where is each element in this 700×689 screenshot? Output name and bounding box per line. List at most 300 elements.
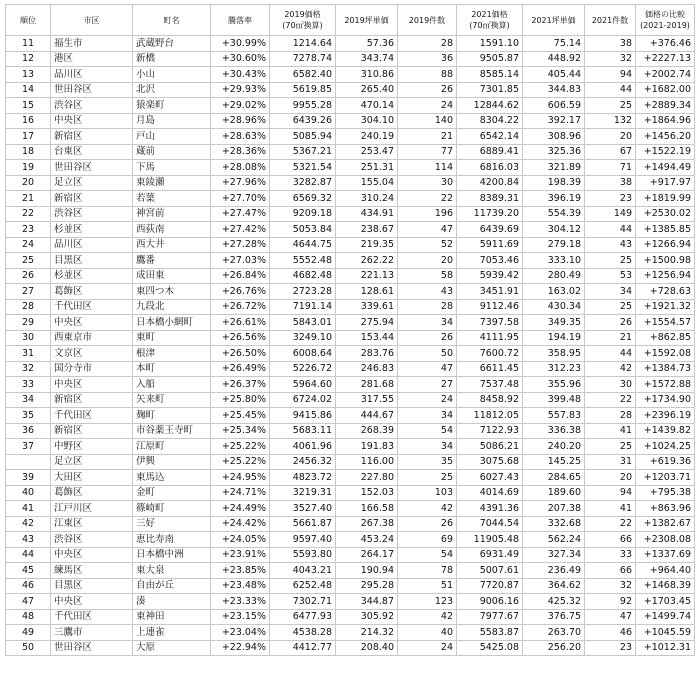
cell-price-2021: 4014.69 (457, 485, 523, 501)
cell-rank: 36 (6, 423, 51, 439)
cell-city: 千代田区 (51, 408, 133, 424)
cell-change-rate: +28.63% (211, 129, 270, 145)
cell-tsubo-price-2019: 310.86 (336, 67, 398, 83)
cell-tsubo-price-2019: 219.35 (336, 237, 398, 253)
cell-tsubo-price-2021: 405.44 (523, 67, 585, 83)
table-row (6, 268, 695, 284)
cell-count-2019: 54 (398, 547, 457, 563)
cell-tsubo-price-2019: 221.13 (336, 268, 398, 284)
cell-rank: 21 (6, 191, 51, 207)
cell-price-2019: 9955.28 (270, 98, 336, 114)
table-row (6, 377, 695, 393)
cell-rank: 15 (6, 98, 51, 114)
cell-rank: 23 (6, 222, 51, 238)
cell-tsubo-price-2019: 275.94 (336, 315, 398, 331)
cell-rank: 44 (6, 547, 51, 563)
cell-price-2019: 5367.21 (270, 144, 336, 160)
cell-rank: 46 (6, 578, 51, 594)
cell-count-2021: 41 (585, 501, 636, 517)
cell-change-rate: +25.22% (211, 439, 270, 455)
cell-price-diff: +376.46 (636, 36, 695, 52)
cell-tsubo-price-2019: 166.58 (336, 501, 398, 517)
cell-count-2019: 28 (398, 299, 457, 315)
cell-rank: 16 (6, 113, 51, 129)
cell-price-2021: 11739.20 (457, 206, 523, 222)
cell-change-rate: +24.95% (211, 470, 270, 486)
cell-price-2019: 5321.54 (270, 160, 336, 176)
cell-count-2019: 114 (398, 160, 457, 176)
table-row (6, 470, 695, 486)
cell-town: 東神田 (133, 609, 211, 625)
cell-price-2019: 6724.02 (270, 392, 336, 408)
cell-count-2021: 44 (585, 222, 636, 238)
cell-town: 小山 (133, 67, 211, 83)
table-row (6, 67, 695, 83)
cell-city: 西東京市 (51, 330, 133, 346)
cell-price-diff: +1554.57 (636, 315, 695, 331)
cell-price-2021: 7977.67 (457, 609, 523, 625)
cell-tsubo-price-2021: 327.34 (523, 547, 585, 563)
cell-price-2019: 4823.72 (270, 470, 336, 486)
cell-tsubo-price-2021: 198.39 (523, 175, 585, 191)
cell-town: 伊興 (133, 454, 211, 470)
cell-tsubo-price-2019: 190.94 (336, 563, 398, 579)
table-row (6, 222, 695, 238)
cell-rank: 37 (6, 439, 51, 455)
cell-price-2019: 1214.64 (270, 36, 336, 52)
table-row (6, 144, 695, 160)
cell-price-diff: +917.97 (636, 175, 695, 191)
cell-change-rate: +23.91% (211, 547, 270, 563)
cell-rank (6, 454, 51, 470)
cell-tsubo-price-2019: 444.67 (336, 408, 398, 424)
cell-count-2021: 20 (585, 470, 636, 486)
cell-count-2021: 44 (585, 346, 636, 362)
cell-town: 麹町 (133, 408, 211, 424)
cell-price-2021: 7053.46 (457, 253, 523, 269)
cell-tsubo-price-2021: 364.62 (523, 578, 585, 594)
cell-count-2019: 88 (398, 67, 457, 83)
cell-city: 練馬区 (51, 563, 133, 579)
cell-tsubo-price-2019: 246.83 (336, 361, 398, 377)
cell-tsubo-price-2021: 145.25 (523, 454, 585, 470)
cell-town: 西荻南 (133, 222, 211, 238)
cell-price-diff: +863.96 (636, 501, 695, 517)
cell-price-2019: 4682.48 (270, 268, 336, 284)
table-row (6, 485, 695, 501)
cell-tsubo-price-2019: 283.76 (336, 346, 398, 362)
cell-count-2019: 40 (398, 625, 457, 641)
cell-count-2019: 43 (398, 284, 457, 300)
cell-count-2019: 22 (398, 191, 457, 207)
cell-price-2019: 4644.75 (270, 237, 336, 253)
cell-price-diff: +1045.59 (636, 625, 695, 641)
cell-count-2021: 31 (585, 454, 636, 470)
cell-city: 新宿区 (51, 392, 133, 408)
cell-count-2021: 47 (585, 609, 636, 625)
cell-rank: 29 (6, 315, 51, 331)
cell-rank: 33 (6, 377, 51, 393)
table-row (6, 284, 695, 300)
cell-tsubo-price-2019: 295.28 (336, 578, 398, 594)
cell-change-rate: +26.49% (211, 361, 270, 377)
cell-tsubo-price-2021: 392.17 (523, 113, 585, 129)
cell-rank: 13 (6, 67, 51, 83)
cell-rank: 39 (6, 470, 51, 486)
cell-rank: 30 (6, 330, 51, 346)
cell-tsubo-price-2019: 128.61 (336, 284, 398, 300)
cell-town: 猿楽町 (133, 98, 211, 114)
cell-count-2019: 24 (398, 640, 457, 656)
cell-city: 渋谷区 (51, 532, 133, 548)
cell-tsubo-price-2021: 396.19 (523, 191, 585, 207)
cell-price-2021: 7600.72 (457, 346, 523, 362)
cell-tsubo-price-2019: 453.24 (336, 532, 398, 548)
cell-price-2021: 3075.68 (457, 454, 523, 470)
cell-price-diff: +619.36 (636, 454, 695, 470)
cell-count-2021: 44 (585, 82, 636, 98)
cell-count-2021: 32 (585, 51, 636, 67)
cell-price-2019: 9209.18 (270, 206, 336, 222)
table-row (6, 439, 695, 455)
cell-tsubo-price-2021: 207.38 (523, 501, 585, 517)
cell-price-2019: 4061.96 (270, 439, 336, 455)
cell-count-2019: 26 (398, 82, 457, 98)
cell-count-2019: 52 (398, 237, 457, 253)
cell-change-rate: +25.22% (211, 454, 270, 470)
cell-city: 中央区 (51, 594, 133, 610)
cell-tsubo-price-2019: 310.24 (336, 191, 398, 207)
cell-price-diff: +1382.67 (636, 516, 695, 532)
cell-count-2019: 58 (398, 268, 457, 284)
cell-tsubo-price-2021: 240.20 (523, 439, 585, 455)
cell-tsubo-price-2019: 470.14 (336, 98, 398, 114)
cell-change-rate: +22.94% (211, 640, 270, 656)
cell-price-diff: +1456.20 (636, 129, 695, 145)
cell-rank: 35 (6, 408, 51, 424)
cell-count-2019: 34 (398, 408, 457, 424)
cell-price-diff: +1864.96 (636, 113, 695, 129)
cell-price-2021: 9112.46 (457, 299, 523, 315)
cell-city: 中央区 (51, 113, 133, 129)
cell-city: 杉並区 (51, 268, 133, 284)
cell-tsubo-price-2021: 194.19 (523, 330, 585, 346)
cell-city: 江東区 (51, 516, 133, 532)
cell-price-2019: 6008.64 (270, 346, 336, 362)
header-tsubo-price-2021: 2021坪単価 (523, 5, 585, 36)
cell-town: 月島 (133, 113, 211, 129)
cell-price-2019: 2723.28 (270, 284, 336, 300)
cell-tsubo-price-2021: 333.10 (523, 253, 585, 269)
cell-city: 足立区 (51, 175, 133, 191)
cell-price-diff: +1522.19 (636, 144, 695, 160)
cell-count-2021: 32 (585, 578, 636, 594)
cell-change-rate: +28.36% (211, 144, 270, 160)
header-price-2021: 2021価格 (70㎡換算) (457, 5, 523, 36)
cell-change-rate: +24.49% (211, 501, 270, 517)
cell-tsubo-price-2021: 163.02 (523, 284, 585, 300)
cell-price-2021: 6439.69 (457, 222, 523, 238)
table-row (6, 547, 695, 563)
cell-rank: 48 (6, 609, 51, 625)
cell-town: 若葉 (133, 191, 211, 207)
cell-count-2021: 66 (585, 532, 636, 548)
cell-change-rate: +27.70% (211, 191, 270, 207)
cell-count-2021: 42 (585, 361, 636, 377)
cell-tsubo-price-2021: 308.96 (523, 129, 585, 145)
table-row (6, 361, 695, 377)
cell-price-diff: +2396.19 (636, 408, 695, 424)
cell-tsubo-price-2021: 355.96 (523, 377, 585, 393)
cell-price-2019: 5226.72 (270, 361, 336, 377)
cell-price-2019: 6569.32 (270, 191, 336, 207)
header-change-rate: 騰落率 (211, 5, 270, 36)
cell-price-2019: 5964.60 (270, 377, 336, 393)
cell-rank: 41 (6, 501, 51, 517)
cell-tsubo-price-2021: 284.65 (523, 470, 585, 486)
cell-price-2019: 3219.31 (270, 485, 336, 501)
cell-tsubo-price-2019: 238.67 (336, 222, 398, 238)
cell-price-2021: 6889.41 (457, 144, 523, 160)
cell-change-rate: +23.33% (211, 594, 270, 610)
header-town: 町名 (133, 5, 211, 36)
cell-price-2021: 4111.95 (457, 330, 523, 346)
cell-change-rate: +23.48% (211, 578, 270, 594)
cell-tsubo-price-2021: 606.59 (523, 98, 585, 114)
cell-change-rate: +26.61% (211, 315, 270, 331)
cell-tsubo-price-2019: 253.47 (336, 144, 398, 160)
cell-count-2021: 23 (585, 191, 636, 207)
cell-tsubo-price-2019: 317.55 (336, 392, 398, 408)
cell-city: 三鷹市 (51, 625, 133, 641)
cell-town: 下馬 (133, 160, 211, 176)
cell-price-2021: 9006.16 (457, 594, 523, 610)
cell-price-2021: 3451.91 (457, 284, 523, 300)
cell-price-2019: 6582.40 (270, 67, 336, 83)
cell-count-2021: 30 (585, 377, 636, 393)
cell-town: 江原町 (133, 439, 211, 455)
cell-count-2019: 77 (398, 144, 457, 160)
cell-price-2021: 4200.84 (457, 175, 523, 191)
cell-change-rate: +28.08% (211, 160, 270, 176)
table-row (6, 315, 695, 331)
cell-price-2019: 5843.01 (270, 315, 336, 331)
cell-price-2021: 5911.69 (457, 237, 523, 253)
cell-city: 江戸川区 (51, 501, 133, 517)
cell-count-2021: 132 (585, 113, 636, 129)
cell-price-2021: 7301.85 (457, 82, 523, 98)
cell-tsubo-price-2019: 262.22 (336, 253, 398, 269)
table-row (6, 82, 695, 98)
cell-price-2019: 5053.84 (270, 222, 336, 238)
cell-count-2021: 94 (585, 485, 636, 501)
cell-count-2019: 47 (398, 361, 457, 377)
cell-tsubo-price-2019: 208.40 (336, 640, 398, 656)
cell-price-2019: 3282.87 (270, 175, 336, 191)
cell-count-2021: 94 (585, 67, 636, 83)
cell-count-2019: 140 (398, 113, 457, 129)
cell-city: 目黒区 (51, 253, 133, 269)
cell-town: 新橋 (133, 51, 211, 67)
cell-count-2019: 47 (398, 222, 457, 238)
cell-tsubo-price-2021: 312.23 (523, 361, 585, 377)
cell-price-2021: 7122.93 (457, 423, 523, 439)
cell-count-2021: 67 (585, 144, 636, 160)
table-row (6, 594, 695, 610)
cell-price-2021: 6931.49 (457, 547, 523, 563)
cell-count-2021: 22 (585, 392, 636, 408)
cell-price-diff: +1384.73 (636, 361, 695, 377)
cell-count-2021: 33 (585, 547, 636, 563)
cell-tsubo-price-2021: 189.60 (523, 485, 585, 501)
cell-town: 戸山 (133, 129, 211, 145)
cell-price-2019: 5683.11 (270, 423, 336, 439)
cell-price-diff: +1499.74 (636, 609, 695, 625)
cell-town: 成田東 (133, 268, 211, 284)
cell-rank: 28 (6, 299, 51, 315)
cell-count-2019: 26 (398, 330, 457, 346)
table-row (6, 175, 695, 191)
cell-change-rate: +27.28% (211, 237, 270, 253)
table-row (6, 129, 695, 145)
cell-change-rate: +25.80% (211, 392, 270, 408)
cell-tsubo-price-2021: 75.14 (523, 36, 585, 52)
cell-tsubo-price-2019: 57.36 (336, 36, 398, 52)
cell-count-2019: 28 (398, 36, 457, 52)
cell-price-2019: 7302.71 (270, 594, 336, 610)
cell-town: 東大泉 (133, 563, 211, 579)
cell-change-rate: +25.45% (211, 408, 270, 424)
cell-price-2021: 6027.43 (457, 470, 523, 486)
cell-price-diff: +1024.25 (636, 439, 695, 455)
cell-rank: 47 (6, 594, 51, 610)
cell-price-2021: 5939.42 (457, 268, 523, 284)
cell-count-2021: 149 (585, 206, 636, 222)
ranking-table-container (5, 4, 695, 656)
cell-price-diff: +2889.34 (636, 98, 695, 114)
cell-count-2021: 23 (585, 640, 636, 656)
cell-town: 九段北 (133, 299, 211, 315)
table-row (6, 501, 695, 517)
cell-city: 世田谷区 (51, 640, 133, 656)
cell-count-2021: 38 (585, 175, 636, 191)
cell-city: 世田谷区 (51, 82, 133, 98)
cell-city: 新宿区 (51, 191, 133, 207)
cell-count-2019: 35 (398, 454, 457, 470)
cell-tsubo-price-2021: 358.95 (523, 346, 585, 362)
cell-rank: 32 (6, 361, 51, 377)
cell-city: 千代田区 (51, 299, 133, 315)
cell-rank: 11 (6, 36, 51, 52)
cell-count-2019: 21 (398, 129, 457, 145)
cell-town: 恵比寿南 (133, 532, 211, 548)
cell-count-2021: 25 (585, 299, 636, 315)
cell-tsubo-price-2019: 251.31 (336, 160, 398, 176)
cell-town: 武蔵野台 (133, 36, 211, 52)
cell-tsubo-price-2019: 214.32 (336, 625, 398, 641)
cell-tsubo-price-2019: 304.10 (336, 113, 398, 129)
cell-change-rate: +23.04% (211, 625, 270, 641)
cell-rank: 17 (6, 129, 51, 145)
header-count-2021: 2021件数 (585, 5, 636, 36)
table-row (6, 206, 695, 222)
cell-count-2019: 25 (398, 470, 457, 486)
cell-town: 矢来町 (133, 392, 211, 408)
cell-tsubo-price-2019: 191.83 (336, 439, 398, 455)
cell-tsubo-price-2021: 349.35 (523, 315, 585, 331)
cell-town: 根津 (133, 346, 211, 362)
cell-price-2021: 7044.54 (457, 516, 523, 532)
cell-price-2019: 2456.32 (270, 454, 336, 470)
table-row (6, 98, 695, 114)
cell-city: 杉並区 (51, 222, 133, 238)
cell-change-rate: +29.02% (211, 98, 270, 114)
cell-count-2021: 20 (585, 129, 636, 145)
cell-rank: 20 (6, 175, 51, 191)
cell-price-diff: +728.63 (636, 284, 695, 300)
cell-tsubo-price-2019: 153.44 (336, 330, 398, 346)
cell-rank: 50 (6, 640, 51, 656)
header-tsubo-price-2019: 2019坪単価 (336, 5, 398, 36)
cell-town: 東町 (133, 330, 211, 346)
table-row (6, 625, 695, 641)
cell-price-2021: 5007.61 (457, 563, 523, 579)
cell-price-2019: 4412.77 (270, 640, 336, 656)
cell-count-2019: 69 (398, 532, 457, 548)
cell-change-rate: +30.60% (211, 51, 270, 67)
cell-city: 世田谷区 (51, 160, 133, 176)
cell-city: 葛飾区 (51, 284, 133, 300)
cell-price-2019: 5593.80 (270, 547, 336, 563)
cell-rank: 34 (6, 392, 51, 408)
cell-town: 金町 (133, 485, 211, 501)
cell-town: 東馬込 (133, 470, 211, 486)
cell-tsubo-price-2019: 305.92 (336, 609, 398, 625)
table-row (6, 253, 695, 269)
cell-count-2021: 43 (585, 237, 636, 253)
cell-city: 中央区 (51, 377, 133, 393)
cell-change-rate: +24.71% (211, 485, 270, 501)
cell-city: 中央区 (51, 547, 133, 563)
cell-tsubo-price-2019: 116.00 (336, 454, 398, 470)
cell-price-2021: 5425.08 (457, 640, 523, 656)
cell-town: 東綾瀬 (133, 175, 211, 191)
cell-price-2021: 7537.48 (457, 377, 523, 393)
cell-count-2019: 30 (398, 175, 457, 191)
cell-rank: 45 (6, 563, 51, 579)
cell-change-rate: +23.85% (211, 563, 270, 579)
cell-count-2021: 38 (585, 36, 636, 52)
cell-count-2019: 54 (398, 423, 457, 439)
cell-tsubo-price-2021: 562.24 (523, 532, 585, 548)
cell-city: 新宿区 (51, 129, 133, 145)
cell-tsubo-price-2021: 279.18 (523, 237, 585, 253)
cell-tsubo-price-2021: 448.92 (523, 51, 585, 67)
cell-price-2021: 11812.05 (457, 408, 523, 424)
cell-city: 中野区 (51, 439, 133, 455)
cell-change-rate: +27.96% (211, 175, 270, 191)
cell-tsubo-price-2021: 304.12 (523, 222, 585, 238)
table-body (6, 36, 695, 656)
cell-city: 中央区 (51, 315, 133, 331)
cell-price-diff: +1921.32 (636, 299, 695, 315)
cell-city: 大田区 (51, 470, 133, 486)
cell-tsubo-price-2021: 425.32 (523, 594, 585, 610)
cell-count-2019: 42 (398, 609, 457, 625)
cell-change-rate: +26.72% (211, 299, 270, 315)
cell-price-2019: 5619.85 (270, 82, 336, 98)
cell-price-diff: +1572.88 (636, 377, 695, 393)
